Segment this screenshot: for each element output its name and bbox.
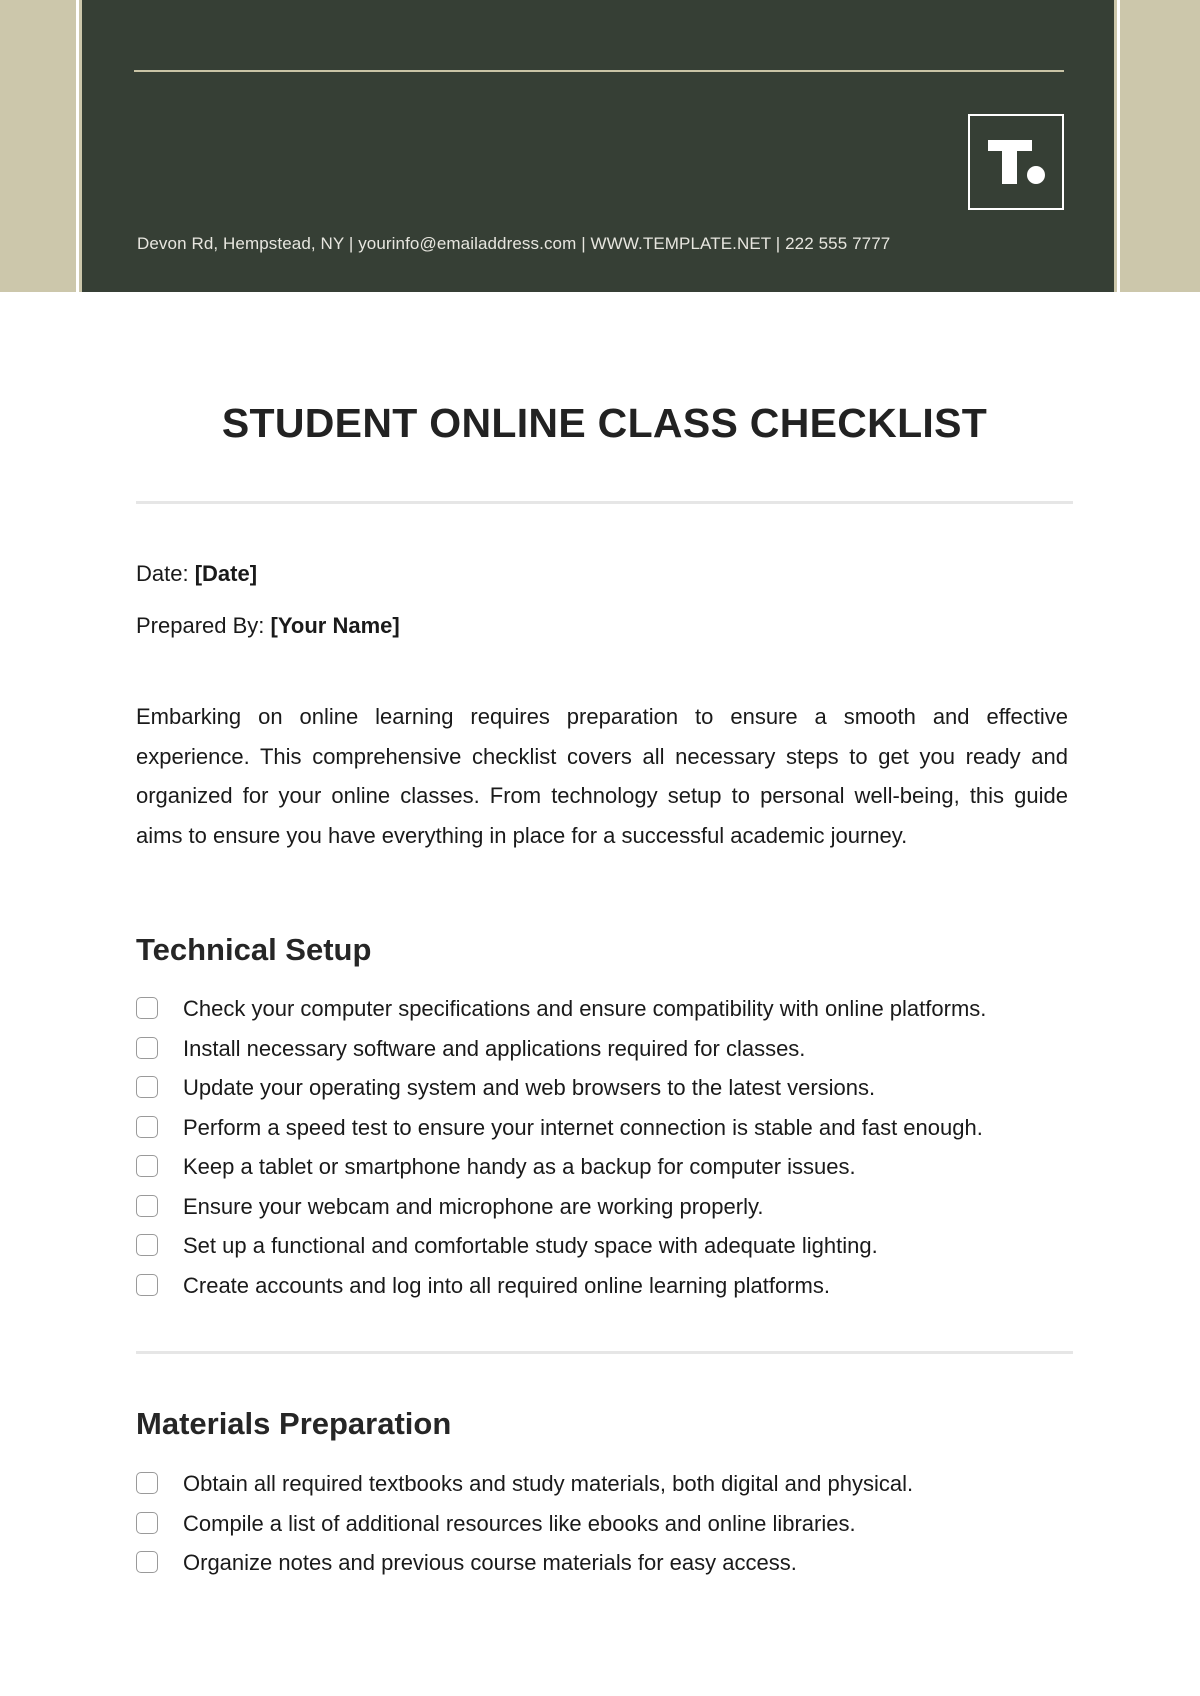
checklist-item[interactable]: [136, 1073, 1076, 1113]
checkbox[interactable]: [136, 1155, 158, 1177]
checklist-item-text: Set up a functional and comfortable study space with adequate lighting.: [183, 1233, 878, 1258]
checklist-item-text: Create accounts and log into all required online learning platforms.: [183, 1272, 830, 1298]
header-divider: [134, 70, 1064, 72]
date-value: [Date]: [194, 561, 258, 586]
contact-info: Devon Rd, Hempstead, NY | yourinfo@emailaddress.com | WWW.TEMPLATE.NET | 222 555 7777: [137, 234, 891, 253]
checklist-item[interactable]: [136, 1152, 1076, 1192]
checklist-item[interactable]: [136, 1113, 1076, 1153]
header-frame-line-left: [76, 0, 79, 292]
intro-paragraph: Embarking on online learning requires preparation to ensure a smooth and effective experience. This comprehensive checklist covers all necessary steps to get you ready and organized for your online classes. From technology setup to personal well-being, this guide aims to ensure you have everything in place for a successful academic journey.: [136, 704, 1068, 848]
checklist-item[interactable]: [136, 1192, 1076, 1232]
checkbox[interactable]: [136, 1195, 158, 1217]
prepared-by-line: [136, 613, 400, 639]
checklist-item-text: Check your computer specifications and ensure compatibility with online platforms.: [183, 996, 987, 1021]
checkbox[interactable]: [136, 1472, 158, 1494]
date-label: Date:: [136, 561, 189, 586]
checkbox[interactable]: [136, 1116, 158, 1138]
checklist-item-text: Organize notes and previous course materials for easy access.: [183, 1550, 797, 1575]
checklist-item-text: Perform a speed test to ensure your internet connection is stable and fast enough.: [183, 1114, 983, 1140]
checklist-item-text: Compile a list of additional resources like ebooks and online libraries.: [183, 1510, 856, 1536]
checklist-item[interactable]: [136, 1469, 1076, 1509]
technical-setup-checklist: [136, 994, 1076, 1310]
company-logo: [968, 114, 1064, 210]
checkbox[interactable]: [136, 1076, 158, 1098]
prepared-by-label: Prepared By:: [136, 613, 265, 638]
checklist-item-text: Keep a tablet or smartphone handy as a backup for computer issues.: [183, 1154, 856, 1179]
checkbox[interactable]: [136, 1551, 158, 1573]
checklist-item-text: Ensure your webcam and microphone are working properly.: [183, 1193, 764, 1219]
date-line: [136, 561, 257, 587]
checkbox[interactable]: [136, 1274, 158, 1296]
logo-t-icon: [970, 116, 1062, 208]
checklist-item[interactable]: [136, 1271, 1076, 1311]
checkbox[interactable]: [136, 1037, 158, 1059]
checklist-item-text: Update your operating system and web browsers to the latest versions.: [183, 1075, 876, 1100]
checkbox[interactable]: [136, 1234, 158, 1256]
page-title: STUDENT ONLINE CLASS CHECKLIST: [221, 400, 988, 446]
header-frame-line-right: [1117, 0, 1120, 292]
checklist-item[interactable]: [136, 994, 1076, 1034]
checklist-item[interactable]: [136, 1231, 1076, 1271]
section-divider: [136, 1351, 1073, 1354]
checkbox[interactable]: [136, 1512, 158, 1534]
title-divider: [136, 501, 1073, 504]
checklist-item-text: Obtain all required textbooks and study materials, both digital and physical.: [183, 1471, 914, 1496]
checklist-item[interactable]: [136, 1509, 1076, 1549]
section-heading-materials-preparation: Materials Preparation: [136, 1406, 452, 1441]
checklist-item[interactable]: [136, 1548, 1076, 1588]
materials-preparation-checklist: [136, 1469, 1076, 1588]
checklist-item-text: Install necessary software and applications required for classes.: [183, 1035, 806, 1061]
section-heading-technical-setup: Technical Setup: [136, 932, 372, 967]
checkbox[interactable]: [136, 997, 158, 1019]
checklist-item[interactable]: [136, 1034, 1076, 1074]
prepared-by-value: [Your Name]: [270, 613, 400, 638]
